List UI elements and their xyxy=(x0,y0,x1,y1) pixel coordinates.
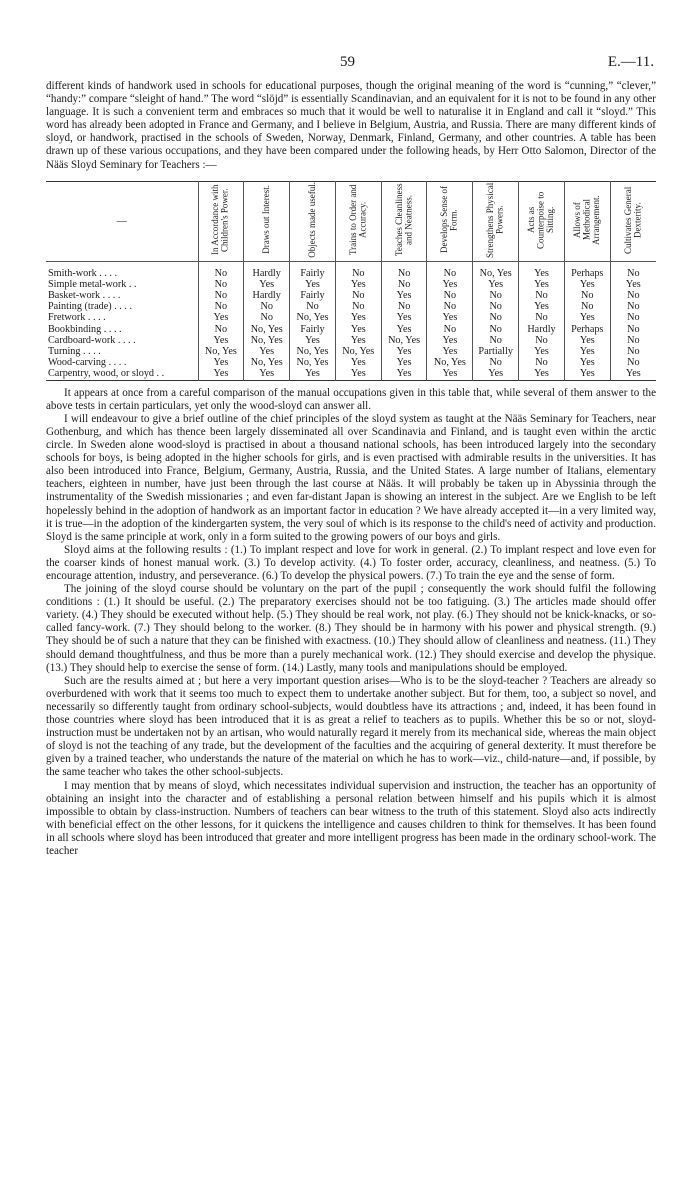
paragraph: It appears at once from a careful comparison of the manual occupations given in this table that, while several of them answer to the above tests in certain particulars, yet only the wood-sloyd can answer all. xyxy=(46,386,656,412)
table-cell: No, Yes xyxy=(290,357,336,368)
table-cell: No xyxy=(290,301,336,312)
table-cell: Yes xyxy=(519,279,565,290)
table-cell: No, Yes xyxy=(244,335,290,346)
table-cell: No xyxy=(198,279,244,290)
table-cell: Yes xyxy=(610,279,656,290)
table-cell: Yes xyxy=(519,301,565,312)
table-cell: No xyxy=(610,335,656,346)
table-cell: Yes xyxy=(427,279,473,290)
paragraph: Such are the results aimed at ; but here a very important question arises—Who is to be the sloyd-teacher ? Teachers are already so overburdened with work that it seems too much to expect them to undertake another subject. But for them, too, a subject so novel, and necessarily so differently taught from ordinary school-subjects, would doubtless have its attractions ; and, indeed, it has been found in those countries where sloyd has been introduced that it is as great a relief to teachers as to pupils. Whether this be so or not, sloyd-instruction must be undertaken not by an artisan, who would naturally regard it merely from its mechanical side, whereas the main object of sloyd is not the teaching of any trade, but the development of the faculties and the acquiring of general dexterity. It must therefore be given by a trained teacher, who understands the nature of the material on which he has to work—viz., child-nature—and, if possible, by the same teacher who takes the other school-subjects. xyxy=(46,674,656,779)
table-cell: Yes xyxy=(244,346,290,357)
table-cell: No xyxy=(427,290,473,301)
table-cell: Perhaps xyxy=(564,261,610,279)
table-cell: Yes xyxy=(381,368,427,380)
table-cell: No xyxy=(473,324,519,335)
table-cell: Yes xyxy=(290,368,336,380)
table-cell: Yes xyxy=(564,279,610,290)
table-cell: No, Yes xyxy=(290,312,336,323)
page-code: E.—11. xyxy=(607,54,654,70)
occupation-name: Basket-work . . . . xyxy=(48,290,121,302)
table-row xyxy=(46,312,656,323)
table-cell: No xyxy=(519,357,565,368)
table-cell: No xyxy=(610,324,656,335)
table-cell: No xyxy=(610,346,656,357)
table-cell: No xyxy=(473,357,519,368)
table-cell: No, Yes xyxy=(381,335,427,346)
column-header: Objects made useful. xyxy=(290,181,336,261)
paragraph: I may mention that by means of sloyd, which necessitates individual supervision and instruction, the teacher has an opportunity of obtaining an insight into the character and of establishing a personal relation between himself and his pupils which it is almost impossible to obtain by class-instruction. Numbers of teachers can bear witness to the truth of this statement. Sloyd also acts indirectly with beneficial effect on the other lessons, for it quickens the intelligence and causes children to think for themselves. It has been found in all schools where sloyd has been introduced that greater and more intelligent progress has been made in the ordinary school-work. The teacher xyxy=(46,779,656,857)
table-cell: No xyxy=(244,301,290,312)
table-cell: Yes xyxy=(381,324,427,335)
table-cell: Perhaps xyxy=(564,324,610,335)
table-cell: No, Yes xyxy=(244,324,290,335)
column-header: Acts as Counterpoise to Sitting. xyxy=(519,181,565,261)
table-cell: Yes xyxy=(564,368,610,380)
table-cell: No xyxy=(610,357,656,368)
occupation-name: Painting (trade) . . . . xyxy=(48,301,133,313)
paragraph: different kinds of handwork used in schools for educational purposes, though the original meaning of the word is “cunning,” “clever,” “handy:” compare “sleight of hand.” The word “slöjd” is essentially Scandinavian, and an equivalent for it is not to be found in any other language. It is such a convenient term and embraces so much that it would be well to naturalise it in England and call it “sloyd.” This word has already been adopted in France and Germany, and I believe in Belgium, Austria, and Russia. There are many different kinds of sloyd, or handwork, practised in the schools of Sweden, Norway, Denmark, Finland, Germany, and other countries. A table has been drawn up of these various occupations, and they have been compared under the following heads, by Herr Otto Salomon, Director of the Nääs Sloyd Seminary for Teachers :— xyxy=(46,80,656,171)
table-cell: No xyxy=(473,335,519,346)
table-cell: Yes xyxy=(473,279,519,290)
table-cell: No, Yes xyxy=(244,357,290,368)
table-cell: No xyxy=(198,290,244,301)
table-cell: Yes xyxy=(335,368,381,380)
table-cell: Yes xyxy=(473,368,519,380)
table-cell: No xyxy=(381,261,427,279)
table-corner-cell xyxy=(46,181,198,261)
table-cell: Yes xyxy=(519,368,565,380)
table-cell: Yes xyxy=(290,335,336,346)
paragraph: I will endeavour to give a brief outline of the chief principles of the sloyd system as taught at the Nääs Seminary for Teachers, near Gothenburg, and which has thence been largely disseminated all over Scandinavia and Finland, and is taught even within the arctic circle. In Sweden alone wood-sloyd is practised in about a thousand national schools, has been introduced largely into the secondary schools for boys, is being adopted in the higher schools for girls, and is even practised with admirable results in the universities. It has also been introduced into France, Belgium, Germany, Austria, Russia, and the United States. A large number of Italians, elementary teachers, eighteen in number, have just been through the last course at Nääs. It will probably be taken up in Abyssinia through the instrumentality of the Swedish missionaries ; and even far-distant Japan is showing an interest in the subject. Are we English to be left hopelessly behind in the adoption of handwork as an important factor in education ? We have already accepted it—in a very limited way, it is true—in the adoption of the kindergarten system, the very soul of which is its response to the child's need of activity and production. Sloyd is the same principle at work, only in a form suited to the growing powers of our boys and girls. xyxy=(46,412,656,543)
table-cell: No, Yes xyxy=(335,346,381,357)
paragraph: The joining of the sloyd course should be voluntary on the part of the pupil ; consequently the work should fulfil the following conditions : (1.) It should be useful. (2.) The preparatory exercises should not be too fatiguing. (3.) The articles made should offer variety. (4.) They should be executed without help. (5.) They should be real work, not play. (6.) They should not be knick-knacks, or so-called fancy-work. (7.) They should belong to the worker. (8.) They should be in harmony with his power and physical strength. (9.) They should be of such a nature that they can be finished with exactness. (10.) They should allow of cleanliness and neatness. (11.) They should demand thoughtfulness, and thus be more than a purely mechanical work. (12.) They should exercise and develop the physique. (13.) They should help to exercise the sense of form. (14.) Lastly, many tools and manipulations should be employed. xyxy=(46,583,656,674)
table-cell: No xyxy=(244,312,290,323)
table-cell: Yes xyxy=(335,357,381,368)
table-cell: Yes xyxy=(381,312,427,323)
table-cell: Yes xyxy=(610,368,656,380)
table-header-row xyxy=(46,181,656,261)
column-header: Cultivates General Dexterity. xyxy=(610,181,656,261)
table-cell: No xyxy=(519,335,565,346)
table-cell: No xyxy=(610,301,656,312)
table-row xyxy=(46,357,656,368)
occupation-name: Cardboard-work . . . . xyxy=(48,334,136,346)
table-cell: No xyxy=(473,290,519,301)
table-cell: Yes xyxy=(381,357,427,368)
occupation-name: Bookbinding . . . . xyxy=(48,323,122,335)
table-cell: Yes xyxy=(519,261,565,279)
table-cell: No xyxy=(198,324,244,335)
column-header: In Accordance with Children's Power. xyxy=(198,181,244,261)
table-cell: No xyxy=(381,301,427,312)
table-cell: Hardly xyxy=(244,261,290,279)
occupation-name: Smith-work . . . . xyxy=(48,267,118,279)
table-cell: Yes xyxy=(198,357,244,368)
table-cell: No xyxy=(335,290,381,301)
table-row xyxy=(46,324,656,335)
page-header xyxy=(0,54,700,74)
table-cell: No xyxy=(519,312,565,323)
table-cell: Yes xyxy=(335,312,381,323)
table-cell: Yes xyxy=(381,346,427,357)
table-cell: Yes xyxy=(427,346,473,357)
table-cell: Yes xyxy=(244,279,290,290)
table-cell: Yes xyxy=(519,346,565,357)
table-cell: Yes xyxy=(198,368,244,380)
occupation-name: Fretwork . . . . xyxy=(48,312,106,324)
table-cell: Hardly xyxy=(519,324,565,335)
table-cell: No xyxy=(427,301,473,312)
table-row xyxy=(46,301,656,312)
table-cell: No xyxy=(335,261,381,279)
table-row xyxy=(46,346,656,357)
table-cell: No, Yes xyxy=(198,346,244,357)
page-number: 59 xyxy=(340,54,355,70)
column-header: Teaches Cleanliness and Neatness. xyxy=(381,181,427,261)
table-cell: Partially xyxy=(473,346,519,357)
table-cell: No xyxy=(198,261,244,279)
table-cell: No, Yes xyxy=(473,261,519,279)
table-cell: Fairly xyxy=(290,324,336,335)
table-cell: Yes xyxy=(198,312,244,323)
occupation-name: Simple metal-work . . xyxy=(48,278,137,290)
table-cell: No xyxy=(610,261,656,279)
table-cell: Yes xyxy=(335,279,381,290)
page-body xyxy=(46,80,656,858)
table-cell: No, Yes xyxy=(290,346,336,357)
table-cell: No xyxy=(198,301,244,312)
table-cell: No xyxy=(473,301,519,312)
table-cell: No xyxy=(564,290,610,301)
table-cell: No, Yes xyxy=(427,357,473,368)
table-row xyxy=(46,368,656,380)
table-cell: No xyxy=(564,301,610,312)
table-cell: Yes xyxy=(427,368,473,380)
table-cell: No xyxy=(519,290,565,301)
occupation-name: Carpentry, wood, or sloyd . . xyxy=(48,368,165,380)
table-cell: Yes xyxy=(381,290,427,301)
table-cell: Yes xyxy=(198,335,244,346)
table-cell: No xyxy=(427,324,473,335)
column-header: Draws out Interest. xyxy=(244,181,290,261)
table-cell: Yes xyxy=(427,312,473,323)
occupation-name: Wood-carving . . . . xyxy=(48,357,127,369)
table-cell: Yes xyxy=(564,346,610,357)
table-cell: Yes xyxy=(244,368,290,380)
table-body xyxy=(46,261,656,380)
table-cell: Yes xyxy=(564,335,610,346)
table-row xyxy=(46,335,656,346)
table-cell: Hardly xyxy=(244,290,290,301)
occupation-name: Turning . . . . xyxy=(48,346,101,358)
table-cell: No xyxy=(335,301,381,312)
table-cell: Yes xyxy=(427,335,473,346)
sloyd-comparison-table xyxy=(46,181,656,381)
table-row xyxy=(46,261,656,279)
column-header: Trains to Order and Accuracy. xyxy=(335,181,381,261)
table-cell: Fairly xyxy=(290,290,336,301)
table-cell: Yes xyxy=(564,312,610,323)
table-cell: Yes xyxy=(335,335,381,346)
paragraph: Sloyd aims at the following results : (1.) To implant respect and love for work in general. (2.) To implant respect and love even for the coarser kinds of honest manual work. (3.) To develop activity. (4.) To foster order, accuracy, cleanliness, and neatness. (5.) To encourage attention, industry, and perseverance. (6.) To develop the physical powers. (7.) To train the eye and the sense of form. xyxy=(46,543,656,582)
table-cell: No xyxy=(381,279,427,290)
table-cell: No xyxy=(473,312,519,323)
table-cell: Yes xyxy=(290,279,336,290)
table-cell: Yes xyxy=(335,324,381,335)
column-header: Strengthens Physical Powers. xyxy=(473,181,519,261)
table-cell: No xyxy=(610,312,656,323)
table-row xyxy=(46,290,656,301)
column-header: Develops Sense of Form. xyxy=(427,181,473,261)
table-row xyxy=(46,279,656,290)
corner-dash: — xyxy=(116,215,127,227)
table-cell: No xyxy=(427,261,473,279)
table-cell: Yes xyxy=(564,357,610,368)
column-header: Allows of Methodical Arrangement. xyxy=(564,181,610,261)
table-cell: Fairly xyxy=(290,261,336,279)
table-cell: No xyxy=(610,290,656,301)
